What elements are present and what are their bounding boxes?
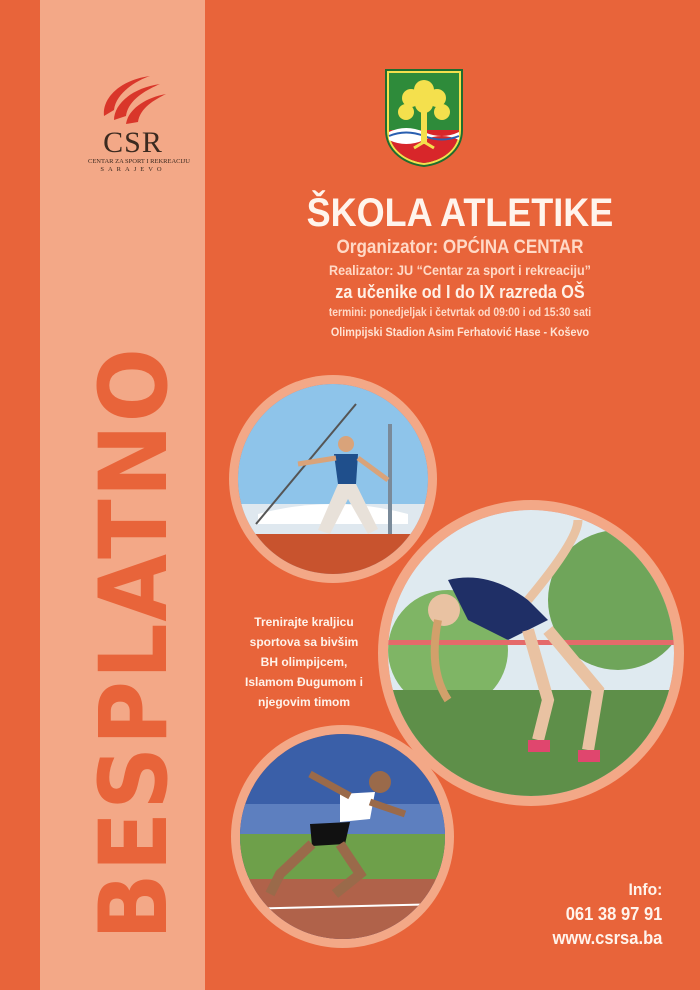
header-text: [240, 190, 680, 342]
info-label: Info:: [628, 880, 662, 899]
logo-subtitle: CENTAR ZA SPORT I REKREACIJU: [88, 158, 190, 165]
training-text: [224, 612, 384, 712]
venue-line: Olimpijski Stadion Asim Ferhatović Hase - Koševo: [330, 325, 590, 339]
pupils-line: za učenike od I do IX razreda OŠ: [335, 282, 585, 302]
page-title: ŠKOLA ATLETIKE: [306, 191, 614, 235]
phone-number: 061 38 97 91: [565, 904, 662, 924]
realizer-line: Realizator: JU “Centar za sport i rekreaciju”: [329, 262, 591, 278]
organizer-line: Organizator: OPĆINA CENTAR: [336, 237, 584, 258]
municipality-crest-icon: [384, 68, 464, 173]
terms-line: termini: ponedjeljak i četvrtak od 09:00 i od 15:30 sati: [328, 307, 592, 319]
website-link[interactable]: www.csrsa.ba: [552, 928, 662, 948]
training-line: Trenirajte kraljicu: [254, 615, 354, 629]
training-line: sportova sa bivšim: [249, 635, 359, 649]
javelin-thrower-photo: [238, 384, 428, 574]
logo-city: SARAJEVO: [100, 166, 166, 173]
training-line: njegovim timom: [257, 695, 350, 709]
high-jumper-photo: [388, 510, 674, 796]
csr-logo: [88, 70, 190, 180]
contact-info: [543, 878, 662, 950]
training-line: BH olimpijcem,: [260, 655, 348, 669]
sprinter-photo: [240, 734, 445, 939]
training-line: Islamom Đugumom i: [244, 675, 363, 689]
logo-name: CSR: [103, 126, 163, 159]
csr-swoosh-icon: [98, 70, 168, 128]
free-banner: BESPLATNO: [80, 346, 189, 941]
